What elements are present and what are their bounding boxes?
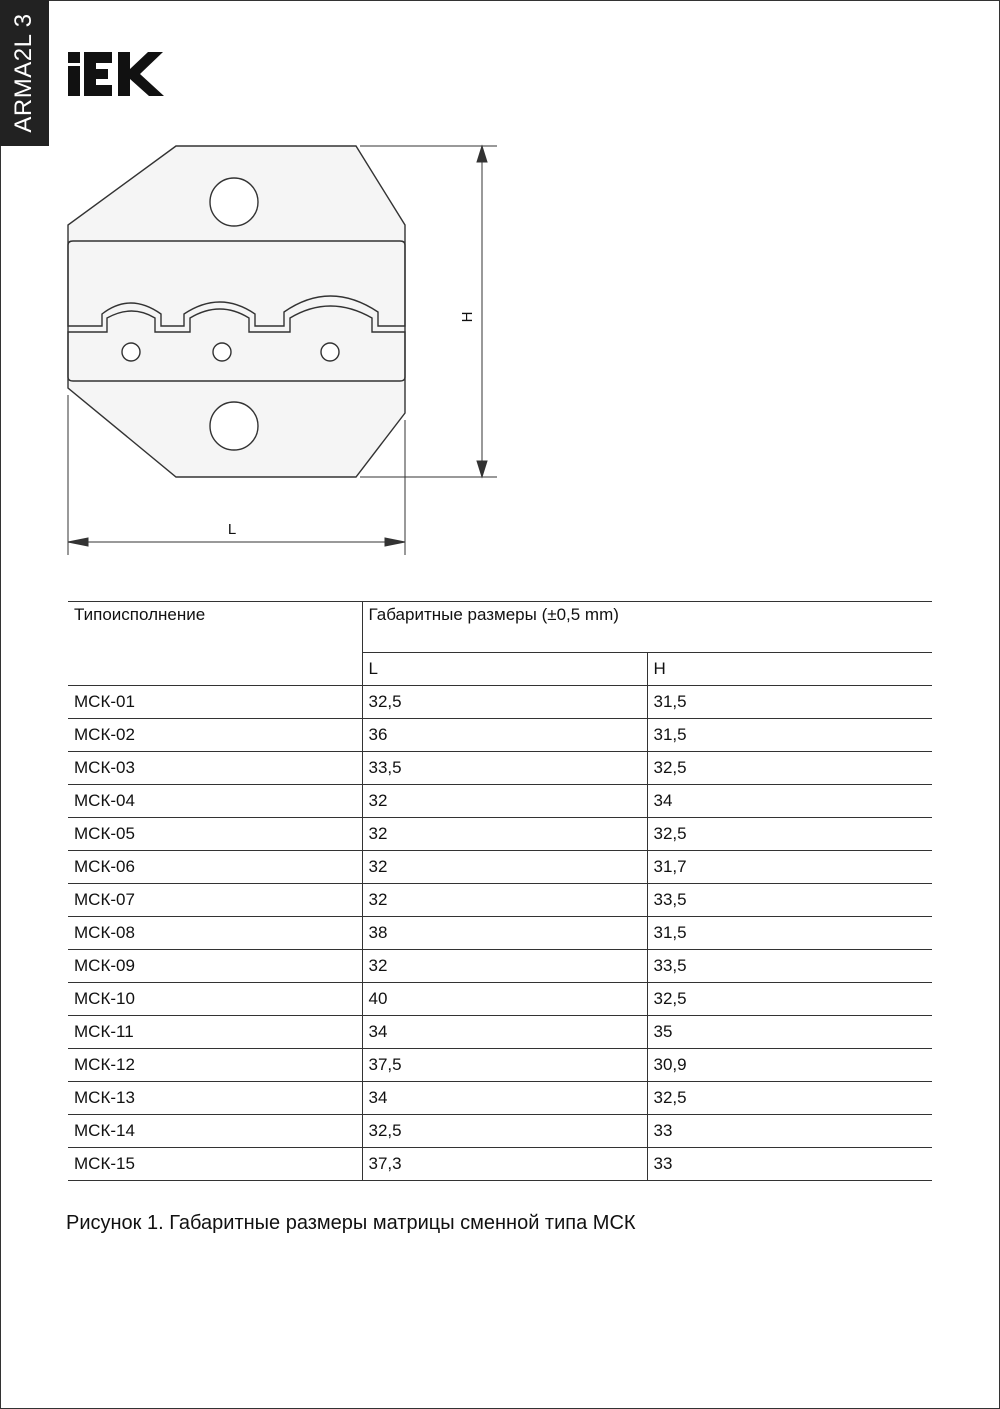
cell-type: МСК-15 bbox=[68, 1148, 362, 1181]
table-row bbox=[68, 686, 932, 719]
cell-h: 31,7 bbox=[647, 851, 932, 884]
table-row bbox=[68, 1016, 932, 1049]
table-row bbox=[68, 785, 932, 818]
cell-l: 32 bbox=[362, 884, 647, 917]
table-row bbox=[68, 983, 932, 1016]
cell-h: 31,5 bbox=[647, 917, 932, 950]
figure-caption: Рисунок 1. Габаритные размеры матрицы сменной типа МСК bbox=[66, 1212, 636, 1234]
cell-type: МСК-07 bbox=[68, 884, 362, 917]
dimensions-table bbox=[68, 601, 932, 1181]
cell-type: МСК-02 bbox=[68, 719, 362, 752]
table-row bbox=[68, 1115, 932, 1148]
cell-h: 31,5 bbox=[647, 719, 932, 752]
cell-type: МСК-14 bbox=[68, 1115, 362, 1148]
header-dimensions: Габаритные размеры (±0,5 mm) bbox=[362, 602, 932, 653]
cell-type: МСК-08 bbox=[68, 917, 362, 950]
cell-l: 37,5 bbox=[362, 1049, 647, 1082]
cell-h: 35 bbox=[647, 1016, 932, 1049]
dimension-label-h: H bbox=[458, 311, 476, 323]
dimension-label-l: L bbox=[227, 521, 237, 538]
cell-type: МСК-06 bbox=[68, 851, 362, 884]
table-row bbox=[68, 818, 932, 851]
cell-type: МСК-01 bbox=[68, 686, 362, 719]
cell-h: 33,5 bbox=[647, 884, 932, 917]
header-type: Типоисполнение bbox=[68, 602, 362, 686]
cell-l: 37,3 bbox=[362, 1148, 647, 1181]
cell-l: 32 bbox=[362, 950, 647, 983]
subheader-h: H bbox=[647, 653, 932, 686]
cell-h: 33 bbox=[647, 1148, 932, 1181]
cell-type: МСК-13 bbox=[68, 1082, 362, 1115]
cell-type: МСК-05 bbox=[68, 818, 362, 851]
table-row bbox=[68, 1082, 932, 1115]
mounting-hole-bottom bbox=[210, 402, 258, 450]
table-row bbox=[68, 884, 932, 917]
cell-h: 31,5 bbox=[647, 686, 932, 719]
table-row bbox=[68, 1049, 932, 1082]
subheader-l: L bbox=[362, 653, 647, 686]
table-row bbox=[68, 917, 932, 950]
crimp-hole-3 bbox=[321, 343, 339, 361]
cell-l: 32,5 bbox=[362, 686, 647, 719]
cell-h: 32,5 bbox=[647, 1082, 932, 1115]
cell-l: 32 bbox=[362, 818, 647, 851]
cell-l: 32,5 bbox=[362, 1115, 647, 1148]
table-row bbox=[68, 752, 932, 785]
table-row bbox=[68, 719, 932, 752]
cell-l: 32 bbox=[362, 851, 647, 884]
cell-type: МСК-12 bbox=[68, 1049, 362, 1082]
cell-type: МСК-11 bbox=[68, 1016, 362, 1049]
cell-type: МСК-10 bbox=[68, 983, 362, 1016]
cell-h: 33 bbox=[647, 1115, 932, 1148]
cell-l: 40 bbox=[362, 983, 647, 1016]
table-header-row bbox=[68, 602, 932, 653]
cell-l: 34 bbox=[362, 1016, 647, 1049]
cell-l: 34 bbox=[362, 1082, 647, 1115]
table-row bbox=[68, 1148, 932, 1181]
cell-h: 33,5 bbox=[647, 950, 932, 983]
cell-l: 36 bbox=[362, 719, 647, 752]
table-row bbox=[68, 950, 932, 983]
cell-l: 38 bbox=[362, 917, 647, 950]
cell-h: 32,5 bbox=[647, 818, 932, 851]
cell-h: 32,5 bbox=[647, 752, 932, 785]
cell-l: 33,5 bbox=[362, 752, 647, 785]
cell-type: МСК-03 bbox=[68, 752, 362, 785]
mounting-hole-top bbox=[210, 178, 258, 226]
crimp-hole-1 bbox=[122, 343, 140, 361]
crimp-hole-2 bbox=[213, 343, 231, 361]
cell-h: 32,5 bbox=[647, 983, 932, 1016]
cell-l: 32 bbox=[362, 785, 647, 818]
table-row bbox=[68, 851, 932, 884]
cell-type: МСК-09 bbox=[68, 950, 362, 983]
cell-h: 30,9 bbox=[647, 1049, 932, 1082]
cell-type: МСК-04 bbox=[68, 785, 362, 818]
cell-h: 34 bbox=[647, 785, 932, 818]
side-tab-text: ARMA2L 3 bbox=[10, 13, 37, 133]
die-drawing bbox=[0, 0, 1000, 580]
